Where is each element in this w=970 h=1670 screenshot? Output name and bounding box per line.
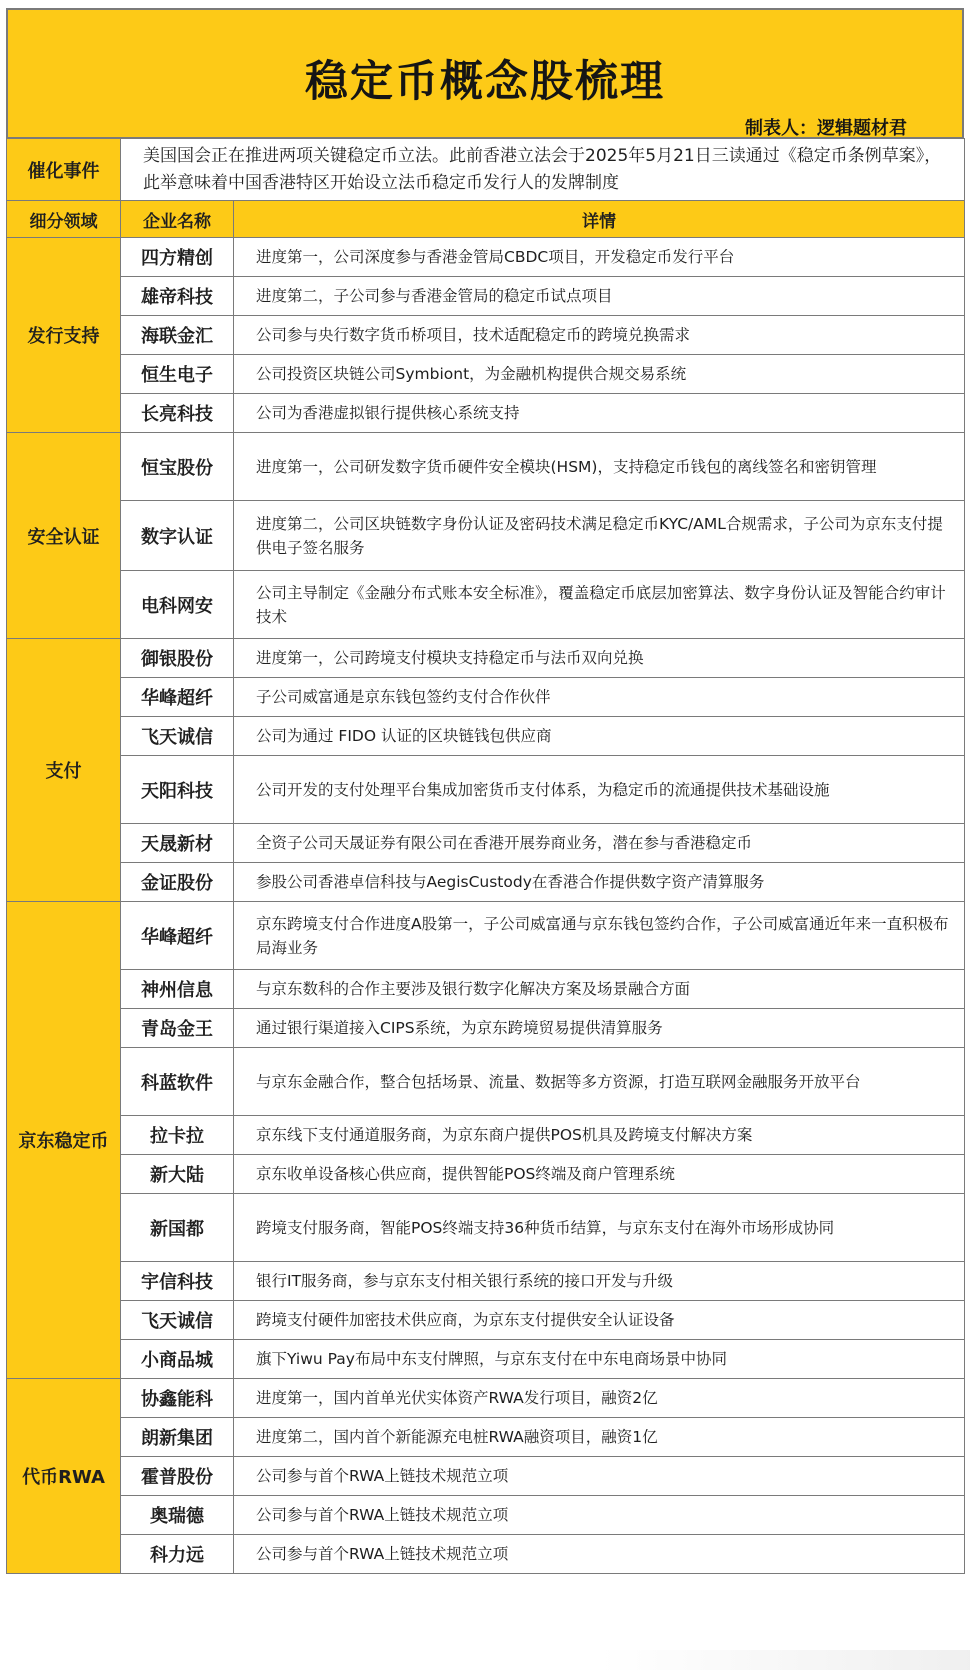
company-detail: 进度第一，国内首单光伏实体资产RWA发行项目，融资2亿 bbox=[234, 1379, 965, 1418]
title-banner bbox=[6, 8, 964, 139]
column-header-detail: 详情 bbox=[234, 201, 965, 238]
company-name: 青岛金王 bbox=[121, 1009, 234, 1048]
table-row bbox=[7, 1535, 965, 1574]
catalyst-label: 催化事件 bbox=[7, 139, 121, 201]
company-name: 华峰超纤 bbox=[121, 902, 234, 970]
company-detail: 旗下Yiwu Pay布局中东支付牌照，与京东支付在中东电商场景中协同 bbox=[234, 1340, 965, 1379]
table-row bbox=[7, 639, 965, 678]
segment-cell: 代币RWA bbox=[7, 1379, 121, 1574]
company-detail: 参股公司香港卓信科技与AegisCustody在香港合作提供数字资产清算服务 bbox=[234, 863, 965, 902]
company-name: 天晟新材 bbox=[121, 824, 234, 863]
company-name: 科蓝软件 bbox=[121, 1048, 234, 1116]
company-name: 恒生电子 bbox=[121, 355, 234, 394]
bottom-fade bbox=[600, 1650, 970, 1670]
table-row bbox=[7, 1262, 965, 1301]
company-name: 电科网安 bbox=[121, 571, 234, 639]
company-detail: 公司参与首个RWA上链技术规范立项 bbox=[234, 1457, 965, 1496]
company-name: 华峰超纤 bbox=[121, 678, 234, 717]
company-detail: 公司开发的支付处理平台集成加密货币支付体系，为稳定币的流通提供技术基础设施 bbox=[234, 756, 965, 824]
column-header-segment: 细分领域 bbox=[7, 201, 121, 238]
company-detail: 公司投资区块链公司Symbiont，为金融机构提供合规交易系统 bbox=[234, 355, 965, 394]
company-name: 宇信科技 bbox=[121, 1262, 234, 1301]
company-name: 朗新集团 bbox=[121, 1418, 234, 1457]
table-row bbox=[7, 1418, 965, 1457]
company-detail: 公司参与央行数字货币桥项目，技术适配稳定币的跨境兑换需求 bbox=[234, 316, 965, 355]
table-row bbox=[7, 970, 965, 1009]
company-detail: 进度第二，国内首个新能源充电桩RWA融资项目，融资1亿 bbox=[234, 1418, 965, 1457]
segment-cell: 支付 bbox=[7, 639, 121, 902]
company-detail: 全资子公司天晟证券有限公司在香港开展券商业务，潜在参与香港稳定币 bbox=[234, 824, 965, 863]
catalyst-row bbox=[7, 139, 965, 201]
table-row bbox=[7, 238, 965, 277]
table-row bbox=[7, 277, 965, 316]
table-row bbox=[7, 1340, 965, 1379]
company-name: 霍普股份 bbox=[121, 1457, 234, 1496]
page-title: 稳定币概念股梳理 bbox=[305, 57, 665, 107]
table-row bbox=[7, 756, 965, 824]
company-detail: 与京东金融合作，整合包括场景、流量、数据等多方资源，打造互联网金融服务开放平台 bbox=[234, 1048, 965, 1116]
company-name: 奥瑞德 bbox=[121, 1496, 234, 1535]
company-name: 飞天诚信 bbox=[121, 1301, 234, 1340]
company-name: 科力远 bbox=[121, 1535, 234, 1574]
company-detail: 京东线下支付通道服务商，为京东商户提供POS机具及跨境支付解决方案 bbox=[234, 1116, 965, 1155]
column-header-company: 企业名称 bbox=[121, 201, 234, 238]
table-row bbox=[7, 394, 965, 433]
segment-cell: 京东稳定币 bbox=[7, 902, 121, 1379]
company-detail: 公司参与首个RWA上链技术规范立项 bbox=[234, 1535, 965, 1574]
company-detail: 公司主导制定《金融分布式账本安全标准》，覆盖稳定币底层加密算法、数字身份认证及智能合约审计技术 bbox=[234, 571, 965, 639]
company-name: 天阳科技 bbox=[121, 756, 234, 824]
company-detail: 公司为香港虚拟银行提供核心系统支持 bbox=[234, 394, 965, 433]
table-row bbox=[7, 316, 965, 355]
company-detail: 公司参与首个RWA上链技术规范立项 bbox=[234, 1496, 965, 1535]
company-detail: 进度第一，公司深度参与香港金管局CBDC项目，开发稳定币发行平台 bbox=[234, 238, 965, 277]
table-row bbox=[7, 355, 965, 394]
table-row bbox=[7, 1457, 965, 1496]
stock-table bbox=[6, 138, 965, 1574]
company-detail: 京东跨境支付合作进度A股第一，子公司威富通与京东钱包签约合作，子公司威富通近年来一直积极布局海业务 bbox=[234, 902, 965, 970]
table-row bbox=[7, 1379, 965, 1418]
company-name: 协鑫能科 bbox=[121, 1379, 234, 1418]
table-row bbox=[7, 1155, 965, 1194]
table-row bbox=[7, 1301, 965, 1340]
table-row bbox=[7, 678, 965, 717]
company-name: 雄帝科技 bbox=[121, 277, 234, 316]
company-name: 数字认证 bbox=[121, 501, 234, 571]
company-name: 恒宝股份 bbox=[121, 433, 234, 501]
company-name: 海联金汇 bbox=[121, 316, 234, 355]
catalyst-text: 美国国会正在推进两项关键稳定币立法。此前香港立法会于2025年5月21日三读通过《稳定币条例草案》，此举意味着中国香港特区开始设立法币稳定币发行人的发牌制度 bbox=[121, 139, 965, 201]
table-row bbox=[7, 1496, 965, 1535]
table-row bbox=[7, 717, 965, 756]
company-name: 四方精创 bbox=[121, 238, 234, 277]
company-detail: 进度第一，公司跨境支付模块支持稳定币与法币双向兑换 bbox=[234, 639, 965, 678]
company-name: 御银股份 bbox=[121, 639, 234, 678]
company-detail: 跨境支付硬件加密技术供应商，为京东支付提供安全认证设备 bbox=[234, 1301, 965, 1340]
company-detail: 通过银行渠道接入CIPS系统，为京东跨境贸易提供清算服务 bbox=[234, 1009, 965, 1048]
table-row bbox=[7, 1116, 965, 1155]
column-header-row bbox=[7, 201, 965, 238]
segment-cell: 发行支持 bbox=[7, 238, 121, 433]
company-name: 新大陆 bbox=[121, 1155, 234, 1194]
company-name: 飞天诚信 bbox=[121, 717, 234, 756]
company-detail: 进度第二，公司区块链数字身份认证及密码技术满足稳定币KYC/AML合规需求，子公司为京东支付提供电子签名服务 bbox=[234, 501, 965, 571]
table-row bbox=[7, 902, 965, 970]
table-row bbox=[7, 433, 965, 501]
table-row bbox=[7, 1048, 965, 1116]
table-row bbox=[7, 571, 965, 639]
table-row bbox=[7, 1009, 965, 1048]
table-row bbox=[7, 863, 965, 902]
segment-cell: 安全认证 bbox=[7, 433, 121, 639]
company-name: 神州信息 bbox=[121, 970, 234, 1009]
table-row bbox=[7, 824, 965, 863]
company-detail: 进度第一，公司研发数字货币硬件安全模块(HSM)，支持稳定币钱包的离线签名和密钥管理 bbox=[234, 433, 965, 501]
company-name: 金证股份 bbox=[121, 863, 234, 902]
company-name: 拉卡拉 bbox=[121, 1116, 234, 1155]
table-row bbox=[7, 501, 965, 571]
company-name: 新国都 bbox=[121, 1194, 234, 1262]
company-name: 小商品城 bbox=[121, 1340, 234, 1379]
company-name: 长亮科技 bbox=[121, 394, 234, 433]
company-detail: 银行IT服务商，参与京东支付相关银行系统的接口开发与升级 bbox=[234, 1262, 965, 1301]
company-detail: 跨境支付服务商，智能POS终端支持36种货币结算，与京东支付在海外市场形成协同 bbox=[234, 1194, 965, 1262]
company-detail: 进度第二，子公司参与香港金管局的稳定币试点项目 bbox=[234, 277, 965, 316]
table-row bbox=[7, 1194, 965, 1262]
company-detail: 公司为通过 FIDO 认证的区块链钱包供应商 bbox=[234, 717, 965, 756]
company-detail: 京东收单设备核心供应商，提供智能POS终端及商户管理系统 bbox=[234, 1155, 965, 1194]
company-detail: 子公司威富通是京东钱包签约支付合作伙伴 bbox=[234, 678, 965, 717]
author-credit: 制表人：逻辑题材君 bbox=[745, 118, 907, 139]
company-detail: 与京东数科的合作主要涉及银行数字化解决方案及场景融合方面 bbox=[234, 970, 965, 1009]
